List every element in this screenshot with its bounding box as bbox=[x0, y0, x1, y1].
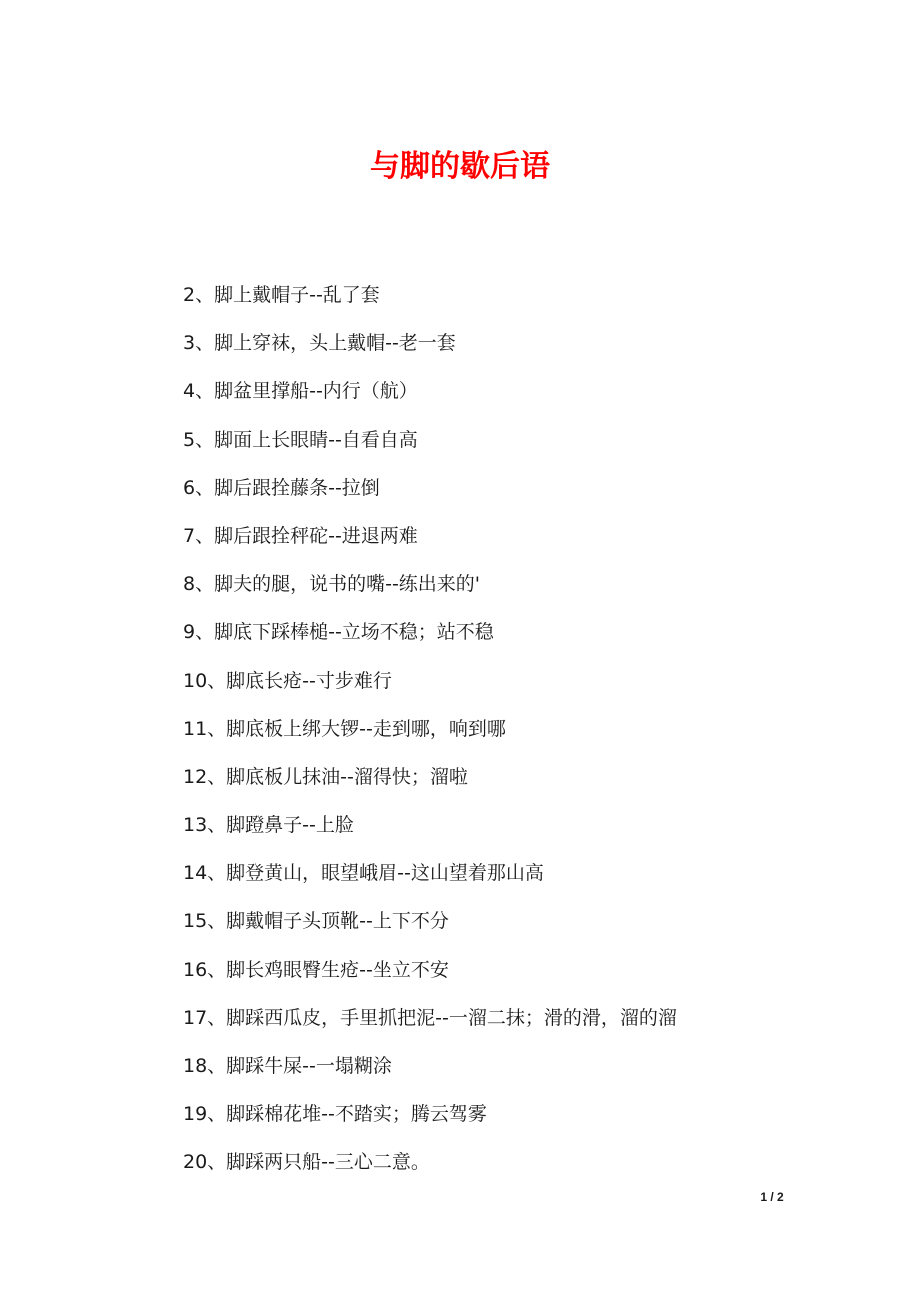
list-item: 6、脚后跟拴藤条--拉倒 bbox=[183, 476, 380, 499]
list-item: 3、脚上穿袜，头上戴帽--老一套 bbox=[183, 332, 456, 355]
list-item: 2、脚上戴帽子--乱了套 bbox=[183, 284, 380, 306]
document-title: 与脚的歇后语 bbox=[370, 149, 550, 184]
list-item: 7、脚后跟拴秤砣--进退两难 bbox=[183, 524, 418, 547]
page-number: 1 / 2 bbox=[760, 1190, 784, 1204]
list-item: 5、脚面上长眼睛--自看自高 bbox=[183, 428, 418, 451]
list-item: 19、脚踩棉花堆--不踏实；腾云驾雾 bbox=[183, 1103, 487, 1126]
list-item: 18、脚踩牛屎--一塌糊涂 bbox=[183, 1055, 392, 1077]
list-item: 14、脚登黄山，眼望峨眉--这山望着那山高 bbox=[183, 862, 544, 885]
list-item: 12、脚底板儿抹油--溜得快；溜啦 bbox=[183, 765, 468, 788]
list-item: 20、脚踩两只船--三心二意。 bbox=[183, 1151, 430, 1174]
list-item: 9、脚底下踩棒槌--立场不稳；站不稳 bbox=[183, 621, 494, 644]
list-item: 17、脚踩西瓜皮，手里抓把泥--一溜二抹；滑的滑，溜的溜 bbox=[183, 1006, 677, 1029]
list-item: 10、脚底长疮--寸步难行 bbox=[183, 669, 392, 692]
list-item: 4、脚盆里撑船--内行（航） bbox=[183, 380, 418, 403]
proverb-list bbox=[183, 280, 677, 1196]
list-item: 13、脚蹬鼻子--上脸 bbox=[183, 814, 354, 837]
list-item: 16、脚长鸡眼臀生疮--坐立不安 bbox=[183, 958, 449, 981]
list-item: 11、脚底板上绑大锣--走到哪，响到哪 bbox=[183, 717, 506, 740]
list-item: 15、脚戴帽子头顶靴--上下不分 bbox=[183, 910, 449, 933]
list-item: 8、脚夫的腿，说书的嘴--练出来的' bbox=[183, 573, 481, 596]
